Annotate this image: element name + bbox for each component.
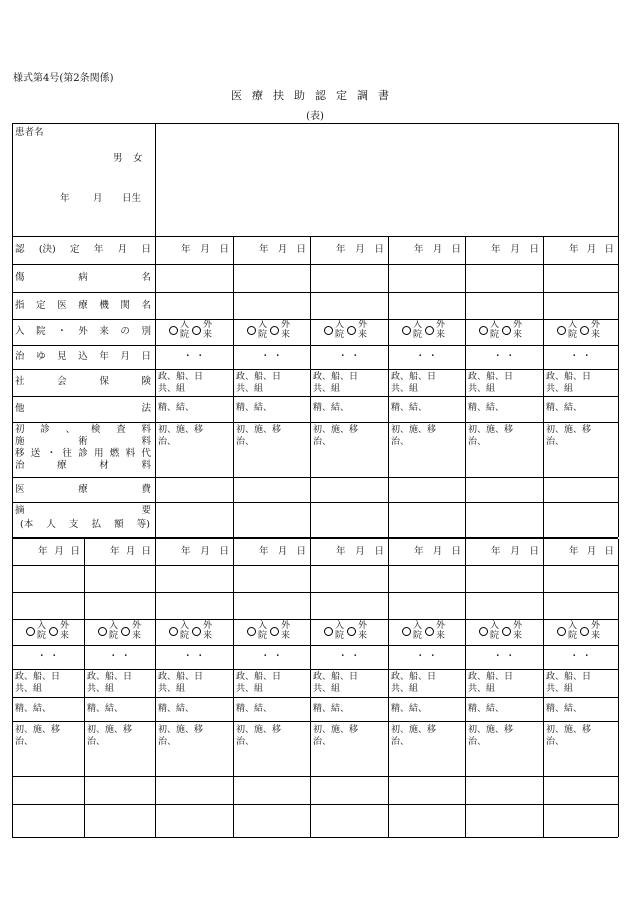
lower-col-8-insurance-1: 政、船、日 — [546, 672, 592, 682]
upper-col-6-inout — [557, 321, 603, 340]
upper-col-6-fees-2: 治、 — [546, 437, 565, 447]
lower-col-8-cure-dots: ・ ・ — [569, 651, 592, 662]
lower-column-line — [543, 539, 544, 837]
outpatient-label: 外 来 — [358, 320, 368, 340]
lower-col-3-inout — [169, 622, 215, 641]
upper-col-6-fees-1: 初、施、移 — [546, 425, 592, 435]
row-label-cure-date: 治 ゆ 見 込 年 月 日 — [15, 351, 151, 362]
lower-row-line — [12, 721, 618, 722]
upper-col-4-law: 精、結、 — [391, 403, 428, 413]
outpatient-radio[interactable] — [192, 627, 201, 636]
upper-col-5-inout — [479, 321, 525, 340]
row-line — [12, 396, 618, 397]
inpatient-label: 入 院 — [258, 320, 268, 340]
lower-col-1-insurance-2: 共、組 — [15, 684, 43, 694]
inpatient-label: 入 院 — [180, 621, 190, 641]
column-line — [465, 236, 466, 537]
upper-col-1-insurance-2: 共、組 — [158, 384, 186, 394]
row-line — [12, 502, 618, 503]
upper-col-3-date: 年 月 日 — [336, 244, 384, 255]
lower-col-3-insurance-1: 政、船、日 — [158, 672, 204, 682]
inpatient-radio[interactable] — [324, 627, 333, 636]
lower-col-1-law: 精、結、 — [15, 704, 52, 714]
lower-col-1-date: 年 月 日 — [38, 546, 80, 557]
lower-col-8-fees-1: 初、施、移 — [546, 725, 592, 735]
upper-col-1-date: 年 月 日 — [181, 244, 229, 255]
lower-col-2-fees-1: 初、施、移 — [87, 725, 133, 735]
lower-col-2-law: 精、結、 — [87, 704, 124, 714]
patient-name-label: 患者名 — [15, 127, 44, 138]
lower-col-4-fees-1: 初、施、移 — [236, 725, 282, 735]
upper-col-1-inout — [169, 321, 215, 340]
lower-col-6-date: 年 月 日 — [414, 546, 461, 557]
column-line — [388, 236, 389, 537]
outpatient-radio[interactable] — [347, 326, 356, 335]
row-label-remarks-sub: (本 人 支 払 額 等) — [20, 519, 150, 530]
row-label-fees-4: 治 療 材 料 — [15, 460, 151, 471]
inpatient-radio[interactable] — [169, 627, 178, 636]
inpatient-radio[interactable] — [247, 326, 256, 335]
row-line — [12, 345, 618, 346]
inpatient-label: 入 院 — [413, 621, 423, 641]
lower-col-2-date: 年 月 日 — [110, 546, 151, 557]
inpatient-radio[interactable] — [169, 326, 178, 335]
outpatient-label: 外 来 — [513, 320, 523, 340]
lower-col-6-law: 精、結、 — [391, 704, 428, 714]
lower-col-2-fees-2: 治、 — [87, 737, 106, 747]
outpatient-radio[interactable] — [502, 326, 511, 335]
sex-female-label: 女 — [133, 153, 143, 164]
lower-col-4-date: 年 月 日 — [259, 546, 306, 557]
lower-col-6-fees-2: 治、 — [391, 737, 410, 747]
lower-row-line — [12, 697, 618, 698]
label-column-divider — [155, 123, 156, 537]
outpatient-radio[interactable] — [121, 627, 130, 636]
lower-col-6-insurance-1: 政、船、日 — [391, 672, 437, 682]
upper-col-1-insurance-1: 政、船、日 — [158, 372, 204, 382]
lower-row-line — [12, 776, 618, 777]
lower-col-5-date: 年 月 日 — [336, 546, 384, 557]
inpatient-label: 入 院 — [258, 621, 268, 641]
upper-col-1-law: 精、結、 — [158, 403, 195, 413]
upper-col-4-fees-2: 治、 — [391, 437, 410, 447]
upper-col-2-cure-dots: ・ ・ — [260, 351, 283, 362]
lower-col-8-date: 年 月 日 — [569, 546, 614, 557]
inpatient-label: 入 院 — [490, 621, 500, 641]
lower-col-3-insurance-2: 共、組 — [158, 684, 186, 694]
upper-col-2-law: 精、結、 — [236, 403, 273, 413]
upper-col-2-inout — [247, 321, 293, 340]
upper-col-5-cure-dots: ・ ・ — [492, 351, 516, 362]
sex-male-label: 男 — [113, 153, 123, 164]
upper-col-3-fees-1: 初、施、移 — [313, 425, 359, 435]
row-line — [12, 292, 618, 293]
table-left-border — [12, 123, 13, 537]
lower-row-line — [12, 804, 618, 805]
row-line — [12, 477, 618, 478]
inpatient-label: 入 院 — [180, 320, 190, 340]
lower-col-6-cure-dots: ・ ・ — [415, 651, 438, 662]
row-label-institution: 指 定 医 療 機 関 名 — [15, 300, 151, 311]
inpatient-radio[interactable] — [479, 627, 488, 636]
lower-right-border — [618, 539, 619, 837]
lower-row-line — [12, 565, 618, 566]
lower-col-8-insurance-2: 共、組 — [546, 684, 574, 694]
outpatient-label: 外 来 — [591, 320, 601, 340]
upper-col-5-fees-1: 初、施、移 — [468, 425, 514, 435]
row-line — [12, 369, 618, 370]
lower-row-line — [12, 669, 618, 670]
birth-day-label: 日生 — [122, 193, 142, 204]
lower-column-line — [155, 539, 156, 837]
lower-col-8-inout — [557, 622, 603, 641]
upper-col-2-insurance-2: 共、組 — [236, 384, 264, 394]
lower-left-border — [12, 539, 13, 837]
inpatient-radio[interactable] — [402, 326, 411, 335]
row-line — [12, 319, 618, 320]
document-subtitle: (表) — [306, 111, 324, 122]
upper-col-5-insurance-1: 政、船、日 — [468, 372, 514, 382]
lower-col-3-date: 年 月 日 — [181, 546, 229, 557]
upper-col-2-fees-1: 初、施、移 — [236, 425, 282, 435]
column-line — [543, 236, 544, 537]
inpatient-radio[interactable] — [402, 627, 411, 636]
lower-col-2-inout — [98, 622, 144, 641]
lower-row-line — [12, 619, 618, 620]
lower-col-1-inout — [26, 622, 72, 641]
lower-column-line — [310, 539, 311, 837]
row-label-fees-2: 施 術 料 — [15, 436, 151, 447]
row-label-fees-3: 移 送 ・ 往 診 用 燃 料 代 — [15, 448, 151, 459]
lower-col-5-fees-1: 初、施、移 — [313, 725, 359, 735]
outpatient-radio[interactable] — [425, 627, 434, 636]
inpatient-radio[interactable] — [247, 627, 256, 636]
outpatient-radio[interactable] — [270, 326, 279, 335]
row-label-medical-cost: 医 療 費 — [15, 484, 151, 495]
upper-col-3-cure-dots: ・ ・ — [337, 351, 361, 362]
upper-col-4-fees-1: 初、施、移 — [391, 425, 437, 435]
lower-column-line — [465, 539, 466, 837]
lower-col-3-cure-dots: ・ ・ — [182, 651, 206, 662]
upper-col-3-fees-2: 治、 — [313, 437, 332, 447]
lower-col-1-cure-dots: ・ ・ — [36, 651, 60, 662]
lower-col-5-law: 精、結、 — [313, 704, 350, 714]
lower-col-5-inout — [324, 622, 370, 641]
row-label-social-insurance: 社 会 保 険 — [15, 376, 151, 387]
lower-col-2-insurance-1: 政、船、日 — [87, 672, 133, 682]
outpatient-label: 外 来 — [358, 621, 368, 641]
inpatient-radio[interactable] — [26, 627, 35, 636]
upper-col-6-insurance-2: 共、組 — [546, 384, 574, 394]
outpatient-radio[interactable] — [580, 627, 589, 636]
lower-col-5-cure-dots: ・ ・ — [337, 651, 361, 662]
row-line — [12, 264, 618, 265]
outpatient-radio[interactable] — [49, 627, 58, 636]
document-title: 医療扶助認定調書 — [231, 89, 399, 102]
upper-col-1-fees-2: 治、 — [158, 437, 177, 447]
birth-year-label: 年 — [60, 193, 70, 204]
upper-col-4-insurance-1: 政、船、日 — [391, 372, 437, 382]
upper-col-3-inout — [324, 321, 370, 340]
inpatient-label: 入 院 — [490, 320, 500, 340]
lower-column-line — [233, 539, 234, 837]
row-label-decision-date: 認 (決) 定 年 月 日 — [15, 244, 151, 255]
outpatient-label: 外 来 — [436, 320, 446, 340]
lower-col-7-law: 精、結、 — [468, 704, 505, 714]
lower-col-7-fees-2: 治、 — [468, 737, 487, 747]
upper-col-3-law: 精、結、 — [313, 403, 350, 413]
inpatient-label: 入 院 — [568, 320, 578, 340]
lower-column-line — [388, 539, 389, 837]
row-label-remarks: 摘 要 — [15, 505, 151, 516]
outpatient-radio[interactable] — [347, 627, 356, 636]
lower-col-5-insurance-1: 政、船、日 — [313, 672, 359, 682]
upper-col-3-insurance-2: 共、組 — [313, 384, 341, 394]
lower-col-2-insurance-2: 共、組 — [87, 684, 115, 694]
outpatient-radio[interactable] — [270, 627, 279, 636]
row-label-fees-1: 初 診 、 検 査 料 — [15, 424, 151, 435]
inpatient-label: 入 院 — [568, 621, 578, 641]
inpatient-label: 入 院 — [335, 621, 345, 641]
upper-col-1-fees-1: 初、施、移 — [158, 425, 204, 435]
inpatient-radio[interactable] — [557, 326, 566, 335]
inpatient-label: 入 院 — [413, 320, 423, 340]
lower-col-6-inout — [402, 622, 448, 641]
row-label-disease: 傷 病 名 — [15, 272, 151, 283]
lower-col-4-fees-2: 治、 — [236, 737, 255, 747]
row-label-inout: 入 院 ・ 外 来 の 別 — [15, 326, 151, 337]
lower-col-5-fees-2: 治、 — [313, 737, 332, 747]
lower-col-6-insurance-2: 共、組 — [391, 684, 419, 694]
section-divider — [12, 537, 618, 539]
lower-col-8-law: 精、結、 — [546, 704, 583, 714]
lower-col-7-fees-1: 初、施、移 — [468, 725, 514, 735]
outpatient-label: 外 来 — [281, 320, 291, 340]
outpatient-label: 外 来 — [591, 621, 601, 641]
inpatient-label: 入 院 — [37, 621, 47, 641]
lower-col-7-insurance-2: 共、組 — [468, 684, 496, 694]
upper-col-2-fees-2: 治、 — [236, 437, 255, 447]
outpatient-radio[interactable] — [192, 326, 201, 335]
lower-col-7-date: 年 月 日 — [491, 546, 539, 557]
outpatient-label: 外 来 — [60, 621, 70, 641]
column-line — [233, 236, 234, 537]
outpatient-radio[interactable] — [502, 627, 511, 636]
outpatient-label: 外 来 — [281, 621, 291, 641]
lower-col-7-cure-dots: ・ ・ — [492, 651, 516, 662]
lower-col-4-insurance-2: 共、組 — [236, 684, 264, 694]
lower-col-6-fees-1: 初、施、移 — [391, 725, 437, 735]
lower-col-4-inout — [247, 622, 293, 641]
outpatient-label: 外 来 — [132, 621, 142, 641]
inpatient-radio[interactable] — [479, 326, 488, 335]
upper-col-3-insurance-1: 政、船、日 — [313, 372, 359, 382]
lower-col-4-law: 精、結、 — [236, 704, 273, 714]
lower-row-line — [12, 837, 618, 838]
upper-col-6-law: 精、結、 — [546, 403, 583, 413]
upper-col-4-inout — [402, 321, 448, 340]
lower-col-1-fees-2: 治、 — [15, 737, 34, 747]
inpatient-radio[interactable] — [324, 326, 333, 335]
lower-col-8-fees-2: 治、 — [546, 737, 565, 747]
lower-column-line — [84, 539, 85, 837]
outpatient-label: 外 来 — [203, 621, 213, 641]
upper-col-4-date: 年 月 日 — [414, 244, 461, 255]
lower-col-1-insurance-1: 政、船、日 — [15, 672, 61, 682]
table-right-border — [618, 123, 619, 537]
upper-col-6-date: 年 月 日 — [569, 244, 614, 255]
lower-col-1-fees-1: 初、施、移 — [15, 725, 61, 735]
outpatient-label: 外 来 — [513, 621, 523, 641]
upper-col-5-date: 年 月 日 — [491, 244, 539, 255]
row-line — [12, 422, 618, 423]
upper-col-1-cure-dots: ・ ・ — [182, 351, 206, 362]
inpatient-label: 入 院 — [335, 320, 345, 340]
lower-col-7-insurance-1: 政、船、日 — [468, 672, 514, 682]
lower-col-3-law: 精、結、 — [158, 704, 195, 714]
upper-col-2-date: 年 月 日 — [259, 244, 306, 255]
row-line — [12, 236, 618, 237]
upper-col-4-insurance-2: 共、組 — [391, 384, 419, 394]
outpatient-label: 外 来 — [203, 320, 213, 340]
column-line — [310, 236, 311, 537]
form-number-label: 様式第4号(第2条関係) — [13, 73, 114, 84]
upper-col-5-insurance-2: 共、組 — [468, 384, 496, 394]
upper-col-4-cure-dots: ・ ・ — [415, 351, 438, 362]
outpatient-radio[interactable] — [580, 326, 589, 335]
inpatient-radio[interactable] — [98, 627, 107, 636]
upper-col-6-cure-dots: ・ ・ — [569, 351, 592, 362]
lower-col-4-insurance-1: 政、船、日 — [236, 672, 282, 682]
upper-col-2-insurance-1: 政、船、日 — [236, 372, 282, 382]
lower-col-4-cure-dots: ・ ・ — [260, 651, 283, 662]
lower-col-3-fees-1: 初、施、移 — [158, 725, 204, 735]
upper-col-5-fees-2: 治、 — [468, 437, 487, 447]
lower-col-2-cure-dots: ・ ・ — [108, 651, 131, 662]
upper-col-6-insurance-1: 政、船、日 — [546, 372, 592, 382]
inpatient-radio[interactable] — [557, 627, 566, 636]
outpatient-label: 外 来 — [436, 621, 446, 641]
inpatient-label: 入 院 — [109, 621, 119, 641]
row-label-other-law: 他 法 — [15, 403, 151, 414]
lower-col-5-insurance-2: 共、組 — [313, 684, 341, 694]
lower-row-line — [12, 645, 618, 646]
lower-row-line — [12, 592, 618, 593]
upper-col-5-law: 精、結、 — [468, 403, 505, 413]
lower-col-7-inout — [479, 622, 525, 641]
lower-col-3-fees-2: 治、 — [158, 737, 177, 747]
birth-month-label: 月 — [93, 193, 103, 204]
outpatient-radio[interactable] — [425, 326, 434, 335]
table-top-border — [12, 123, 618, 124]
